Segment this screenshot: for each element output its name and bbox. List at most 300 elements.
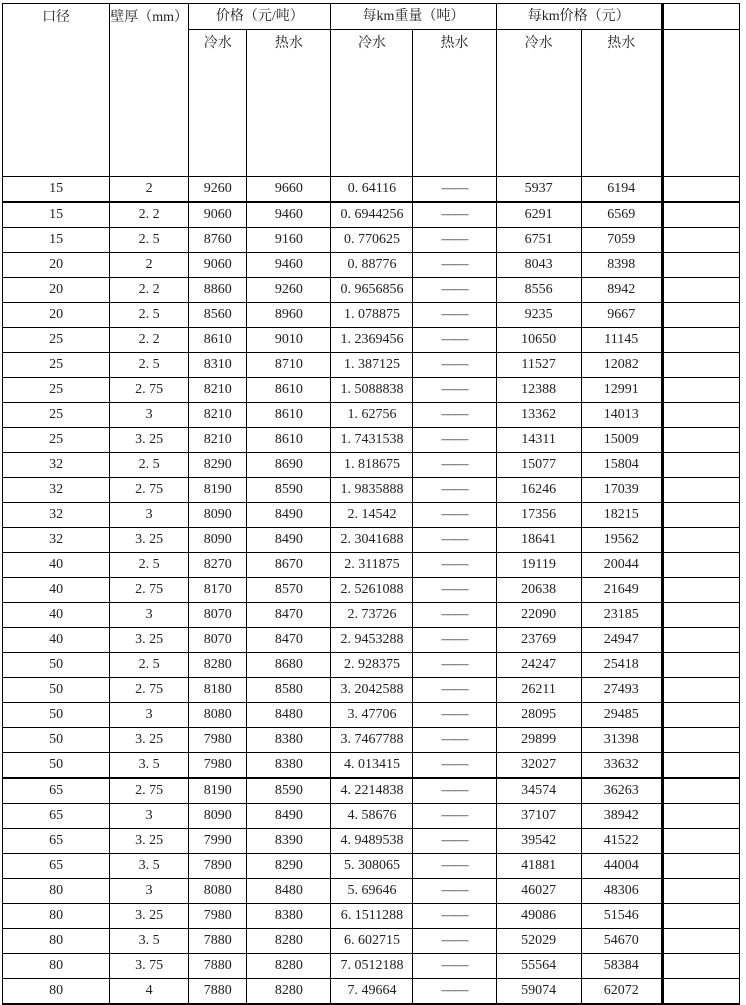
table-cell: 65 (3, 829, 110, 854)
empty-cell (662, 979, 739, 1005)
table-cell: 50 (3, 703, 110, 728)
table-cell: 11145 (581, 328, 662, 353)
table-cell: —— (413, 653, 496, 678)
table-cell: 6194 (581, 177, 662, 203)
col-header-price-per-km: 每km价格（元） (496, 4, 662, 30)
table-cell: 21649 (581, 578, 662, 603)
table-cell: 4. 58676 (331, 804, 413, 829)
table-cell: 8690 (247, 453, 331, 478)
table-cell: 7880 (189, 979, 247, 1005)
table-row (3, 753, 740, 779)
table-cell: 3. 25 (110, 728, 189, 753)
table-cell: 2. 311875 (331, 553, 413, 578)
table-cell: —— (413, 303, 496, 328)
table-cell: 51546 (581, 904, 662, 929)
table-row (3, 453, 740, 478)
table-cell: 3. 5 (110, 854, 189, 879)
table-cell: 8610 (247, 428, 331, 453)
table-cell: 3 (110, 403, 189, 428)
table-cell: 7880 (189, 954, 247, 979)
table-cell: 2. 5 (110, 653, 189, 678)
table-cell: 11527 (496, 353, 581, 378)
table-cell: 2. 5 (110, 553, 189, 578)
table-cell: 0. 88776 (331, 253, 413, 278)
table-cell: 6751 (496, 228, 581, 253)
table-cell: 9460 (247, 253, 331, 278)
empty-cell (662, 528, 739, 553)
table-cell: 80 (3, 979, 110, 1005)
table-cell: 3. 5 (110, 929, 189, 954)
table-cell: 2. 928375 (331, 653, 413, 678)
table-cell: 4. 013415 (331, 753, 413, 779)
empty-cell (662, 202, 739, 228)
table-cell: 7059 (581, 228, 662, 253)
table-cell: 65 (3, 804, 110, 829)
table-cell: 6569 (581, 202, 662, 228)
empty-cell (662, 378, 739, 403)
table-cell: 52029 (496, 929, 581, 954)
table-cell: 25 (3, 353, 110, 378)
table-row (3, 228, 740, 253)
pipe-price-table (2, 3, 740, 1005)
table-row (3, 653, 740, 678)
empty-cell (662, 678, 739, 703)
table-cell: 50 (3, 753, 110, 779)
table-cell: 28095 (496, 703, 581, 728)
table-cell: 2. 3041688 (331, 528, 413, 553)
table-cell: 19562 (581, 528, 662, 553)
table-cell: 1. 2369456 (331, 328, 413, 353)
table-row (3, 378, 740, 403)
table-cell: 8090 (189, 503, 247, 528)
table-cell: 5. 308065 (331, 854, 413, 879)
table-cell: 8570 (247, 578, 331, 603)
table-cell: 39542 (496, 829, 581, 854)
table-cell: 20 (3, 303, 110, 328)
table-cell: —— (413, 854, 496, 879)
table-cell: 8210 (189, 428, 247, 453)
table-cell: 3. 7467788 (331, 728, 413, 753)
empty-cell (662, 804, 739, 829)
table-cell: 8610 (247, 378, 331, 403)
table-header (3, 4, 740, 177)
col-header-price-per-ton: 价格（元/吨） (189, 4, 331, 30)
table-cell: 9667 (581, 303, 662, 328)
table-cell: 3 (110, 703, 189, 728)
table-cell: 9260 (189, 177, 247, 203)
table-cell: 50 (3, 678, 110, 703)
table-cell: 7. 0512188 (331, 954, 413, 979)
table-cell: 58384 (581, 954, 662, 979)
table-cell: 24247 (496, 653, 581, 678)
table-cell: 8960 (247, 303, 331, 328)
table-cell: 17039 (581, 478, 662, 503)
table-row (3, 603, 740, 628)
table-cell: 1. 818675 (331, 453, 413, 478)
table-cell: —— (413, 353, 496, 378)
table-cell: 8043 (496, 253, 581, 278)
table-row (3, 553, 740, 578)
table-cell: 44004 (581, 854, 662, 879)
table-cell: —— (413, 202, 496, 228)
table-cell: 14013 (581, 403, 662, 428)
table-cell: —— (413, 703, 496, 728)
table-cell: 3. 2042588 (331, 678, 413, 703)
table-cell: 18641 (496, 528, 581, 553)
table-cell: 8610 (247, 403, 331, 428)
table-cell: 8480 (247, 879, 331, 904)
table-cell: 20 (3, 253, 110, 278)
table-row (3, 879, 740, 904)
empty-cell (662, 428, 739, 453)
empty-cell (662, 578, 739, 603)
table-cell: 20638 (496, 578, 581, 603)
empty-cell (662, 904, 739, 929)
table-cell: 7. 49664 (331, 979, 413, 1005)
table-cell: —— (413, 603, 496, 628)
table-cell: 40 (3, 603, 110, 628)
table-cell: 25 (3, 328, 110, 353)
table-cell: 2. 5261088 (331, 578, 413, 603)
table-cell: 8210 (189, 403, 247, 428)
empty-cell (662, 353, 739, 378)
table-cell: 23185 (581, 603, 662, 628)
table-row (3, 202, 740, 228)
table-cell: 8470 (247, 628, 331, 653)
table-cell: 8480 (247, 703, 331, 728)
table-cell: 32 (3, 478, 110, 503)
table-cell: 8180 (189, 678, 247, 703)
empty-cell (662, 228, 739, 253)
table-cell: 4 (110, 979, 189, 1005)
table-cell: 8290 (189, 453, 247, 478)
table-cell: 3. 75 (110, 954, 189, 979)
empty-cell (662, 954, 739, 979)
table-cell: 7990 (189, 829, 247, 854)
table-cell: 59074 (496, 979, 581, 1005)
table-row (3, 328, 740, 353)
table-cell: 8590 (247, 478, 331, 503)
subheader-kmprice-hot: 热水 (581, 30, 662, 177)
table-cell: 8670 (247, 553, 331, 578)
table-cell: 1. 9835888 (331, 478, 413, 503)
table-cell: 2. 5 (110, 228, 189, 253)
table-cell: 6. 602715 (331, 929, 413, 954)
table-cell: 25418 (581, 653, 662, 678)
table-cell: 8490 (247, 528, 331, 553)
table-cell: —— (413, 954, 496, 979)
table-cell: 8190 (189, 778, 247, 804)
table-cell: 1. 078875 (331, 303, 413, 328)
table-cell: 50 (3, 728, 110, 753)
table-cell: 8490 (247, 804, 331, 829)
empty-cell (662, 728, 739, 753)
table-cell: 7980 (189, 753, 247, 779)
table-cell: 80 (3, 904, 110, 929)
table-cell: 8080 (189, 879, 247, 904)
table-cell: 62072 (581, 979, 662, 1005)
table-cell: 32 (3, 528, 110, 553)
table-cell: 8398 (581, 253, 662, 278)
table-cell: 3. 25 (110, 628, 189, 653)
table-cell: 8470 (247, 603, 331, 628)
table-cell: 8290 (247, 854, 331, 879)
table-cell: 27493 (581, 678, 662, 703)
table-cell: 41522 (581, 829, 662, 854)
table-row (3, 628, 740, 653)
table-cell: —— (413, 628, 496, 653)
table-cell: 29485 (581, 703, 662, 728)
table-cell: 2. 75 (110, 678, 189, 703)
table-cell: 3 (110, 503, 189, 528)
col-header-weight-per-km: 每km重量（吨） (331, 4, 496, 30)
table-cell: 8590 (247, 778, 331, 804)
table-cell: 7980 (189, 904, 247, 929)
table-cell: 2. 14542 (331, 503, 413, 528)
table-cell: 15 (3, 228, 110, 253)
table-row (3, 353, 740, 378)
table-cell: 8270 (189, 553, 247, 578)
table-cell: —— (413, 177, 496, 203)
table-cell: 12082 (581, 353, 662, 378)
table-cell: 15 (3, 202, 110, 228)
empty-cell (662, 603, 739, 628)
table-cell: 2. 5 (110, 353, 189, 378)
table-cell: —— (413, 228, 496, 253)
table-cell: 4. 2214838 (331, 778, 413, 804)
table-cell: 9060 (189, 253, 247, 278)
table-cell: 3. 25 (110, 829, 189, 854)
col-header-empty (662, 4, 739, 30)
table-cell: 8760 (189, 228, 247, 253)
table-cell: —— (413, 879, 496, 904)
table-cell: —— (413, 678, 496, 703)
table-cell: —— (413, 728, 496, 753)
table-row (3, 678, 740, 703)
table-cell: —— (413, 278, 496, 303)
table-cell: 80 (3, 954, 110, 979)
table-row (3, 854, 740, 879)
table-cell: 3. 25 (110, 428, 189, 453)
table-cell: 2. 73726 (331, 603, 413, 628)
table-cell: 8710 (247, 353, 331, 378)
table-cell: 5. 69646 (331, 879, 413, 904)
table-cell: 29899 (496, 728, 581, 753)
table-cell: 3 (110, 804, 189, 829)
table-cell: —— (413, 403, 496, 428)
table-cell: 32 (3, 453, 110, 478)
empty-cell (662, 703, 739, 728)
table-cell: 13362 (496, 403, 581, 428)
table-cell: 25 (3, 378, 110, 403)
table-cell: 8090 (189, 804, 247, 829)
table-cell: —— (413, 328, 496, 353)
table-cell: 2. 5 (110, 453, 189, 478)
table-cell: 9460 (247, 202, 331, 228)
table-cell: 8210 (189, 378, 247, 403)
table-cell: 3 (110, 879, 189, 904)
empty-cell (662, 879, 739, 904)
table-cell: —— (413, 253, 496, 278)
table-cell: 8556 (496, 278, 581, 303)
table-row (3, 478, 740, 503)
empty-cell (662, 778, 739, 804)
table-cell: 7980 (189, 728, 247, 753)
table-row (3, 503, 740, 528)
empty-cell (662, 503, 739, 528)
table-cell: 0. 9656856 (331, 278, 413, 303)
table-cell: —— (413, 778, 496, 804)
table-cell: 1. 387125 (331, 353, 413, 378)
table-cell: 6291 (496, 202, 581, 228)
table-cell: 8280 (247, 929, 331, 954)
table-cell: 8680 (247, 653, 331, 678)
table-row (3, 428, 740, 453)
table-cell: 36263 (581, 778, 662, 804)
table-row (3, 929, 740, 954)
table-cell: 26211 (496, 678, 581, 703)
table-row (3, 954, 740, 979)
table-row (3, 177, 740, 203)
table-cell: —— (413, 478, 496, 503)
table-cell: 9235 (496, 303, 581, 328)
table-cell: 8280 (247, 979, 331, 1005)
table-cell: —— (413, 804, 496, 829)
table-cell: 15804 (581, 453, 662, 478)
empty-cell (662, 753, 739, 779)
table-cell: 3. 25 (110, 528, 189, 553)
table-cell: 8380 (247, 753, 331, 779)
table-cell: 12991 (581, 378, 662, 403)
table-cell: 8380 (247, 904, 331, 929)
table-cell: 1. 7431538 (331, 428, 413, 453)
table-cell: 18215 (581, 503, 662, 528)
table-cell: 2. 75 (110, 478, 189, 503)
table-cell: 54670 (581, 929, 662, 954)
table-cell: —— (413, 578, 496, 603)
subheader-price-cold: 冷水 (189, 30, 247, 177)
table-cell: 8860 (189, 278, 247, 303)
table-cell: 31398 (581, 728, 662, 753)
empty-cell (662, 829, 739, 854)
table-cell: 0. 770625 (331, 228, 413, 253)
table-cell: 50 (3, 653, 110, 678)
table-cell: 9260 (247, 278, 331, 303)
table-cell: —— (413, 428, 496, 453)
table-cell: 8070 (189, 603, 247, 628)
table-cell: 10650 (496, 328, 581, 353)
table-row (3, 253, 740, 278)
table-cell: 8280 (189, 653, 247, 678)
table-cell: 8560 (189, 303, 247, 328)
table-cell: 8380 (247, 728, 331, 753)
table-cell: 5937 (496, 177, 581, 203)
table-cell: 3. 47706 (331, 703, 413, 728)
table-cell: 9660 (247, 177, 331, 203)
table-cell: 1. 5088838 (331, 378, 413, 403)
table-cell: 2. 75 (110, 578, 189, 603)
table-cell: 2. 2 (110, 202, 189, 228)
empty-cell (662, 253, 739, 278)
table-cell: 8490 (247, 503, 331, 528)
subheader-weight-cold: 冷水 (331, 30, 413, 177)
table-cell: 41881 (496, 854, 581, 879)
empty-cell (662, 303, 739, 328)
table-cell: 3. 5 (110, 753, 189, 779)
table-cell: 48306 (581, 879, 662, 904)
table-row (3, 303, 740, 328)
table-cell: 55564 (496, 954, 581, 979)
subheader-kmprice-cold: 冷水 (496, 30, 581, 177)
table-cell: 8090 (189, 528, 247, 553)
table-cell: 6. 1511288 (331, 904, 413, 929)
empty-cell (662, 328, 739, 353)
table-cell: 32027 (496, 753, 581, 779)
table-cell: 8610 (189, 328, 247, 353)
subheader-empty (662, 30, 739, 177)
table-cell: 17356 (496, 503, 581, 528)
table-cell: 7890 (189, 854, 247, 879)
table-cell: —— (413, 528, 496, 553)
empty-cell (662, 929, 739, 954)
table-cell: —— (413, 829, 496, 854)
table-cell: 8310 (189, 353, 247, 378)
table-row (3, 703, 740, 728)
table-cell: 20044 (581, 553, 662, 578)
empty-cell (662, 653, 739, 678)
table-cell: 65 (3, 854, 110, 879)
table-cell: 24947 (581, 628, 662, 653)
table-row (3, 728, 740, 753)
table-cell: 3 (110, 603, 189, 628)
empty-cell (662, 278, 739, 303)
table-cell: —— (413, 378, 496, 403)
table-cell: —— (413, 979, 496, 1005)
table-cell: 2. 75 (110, 378, 189, 403)
table-cell: 2. 75 (110, 778, 189, 804)
table-row (3, 528, 740, 553)
table-cell: —— (413, 553, 496, 578)
empty-cell (662, 453, 739, 478)
table-cell: 40 (3, 553, 110, 578)
empty-cell (662, 854, 739, 879)
table-cell: 8280 (247, 954, 331, 979)
table-cell: 9160 (247, 228, 331, 253)
table-cell: 15077 (496, 453, 581, 478)
table-row (3, 804, 740, 829)
table-cell: 2. 5 (110, 303, 189, 328)
table-cell: 23769 (496, 628, 581, 653)
table-cell: 0. 6944256 (331, 202, 413, 228)
empty-cell (662, 177, 739, 203)
table-row (3, 829, 740, 854)
table-cell: 25 (3, 403, 110, 428)
table-cell: 16246 (496, 478, 581, 503)
table-cell: 0. 64116 (331, 177, 413, 203)
table-cell: 7880 (189, 929, 247, 954)
table-cell: —— (413, 904, 496, 929)
table-cell: 2. 2 (110, 278, 189, 303)
subheader-price-hot: 热水 (247, 30, 331, 177)
table-cell: 9060 (189, 202, 247, 228)
table-cell: 2 (110, 253, 189, 278)
table-row (3, 278, 740, 303)
col-header-diameter: 口径 (3, 4, 110, 177)
table-cell: 40 (3, 578, 110, 603)
table-cell: 22090 (496, 603, 581, 628)
table-cell: 8390 (247, 829, 331, 854)
table-cell: 8580 (247, 678, 331, 703)
